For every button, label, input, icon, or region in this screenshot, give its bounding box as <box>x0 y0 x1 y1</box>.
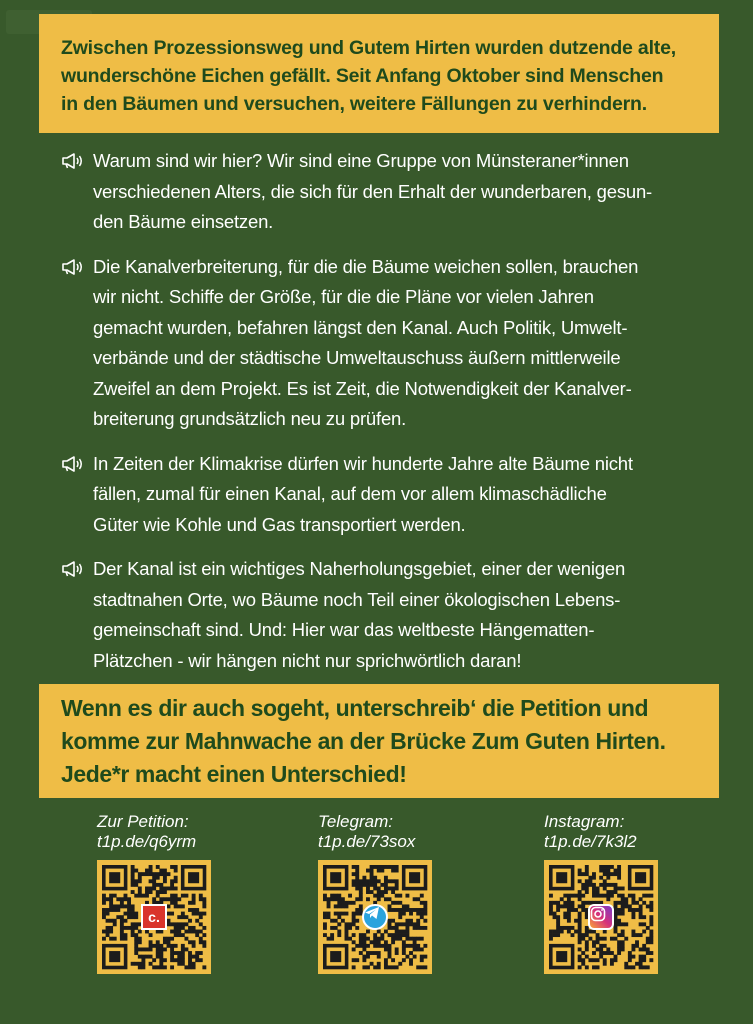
bullet-item <box>60 252 700 435</box>
cta-line: Jede*r macht einen Unterschied! <box>61 761 407 787</box>
bullet-item <box>60 449 700 541</box>
megaphone-icon <box>60 560 86 578</box>
bullet-line: Die Kanalverbreiterung, für die die Bäume weichen sollen, brauchen <box>93 255 639 277</box>
instagram-icon <box>588 904 614 930</box>
qr-label: Telegram: <box>318 812 393 831</box>
bullet-line: Warum sind wir hier? Wir sind eine Gruppe von Münsteraner*innen <box>93 150 629 171</box>
bullet-line: verschiedenen Alters, die sich für den Erhalt der wunderbaren, gesun- <box>93 180 653 202</box>
qr-label: Zur Petition: <box>97 812 189 831</box>
bullet-line: wir nicht. Schiffe der Größe, für die die Pläne vor vielen Jahren <box>93 286 594 307</box>
qr-block-instagram <box>544 812 658 974</box>
bullet-line: den Bäume einsetzen. <box>93 211 274 232</box>
qr-label: Instagram: <box>544 812 625 831</box>
intro-banner <box>39 14 719 133</box>
bullet-line: gemacht wurden, befahren längst den Kanal. Auch Politik, Umwelt- <box>93 316 628 338</box>
megaphone-icon <box>60 455 86 473</box>
qr-code-telegram[interactable] <box>318 860 432 974</box>
bullet-item <box>60 554 700 676</box>
bullet-line: verbände und der städtische Umweltauschuss äußern mittlerweile <box>93 347 621 368</box>
cta-line: Wenn es dir auch sogeht, unterschreib‘ die Petition und <box>61 695 649 721</box>
cta-line: komme zur Mahnwache an der Brücke Zum Guten Hirten. <box>61 728 666 754</box>
bullet-line: fällen, zumal für einen Kanal, auf dem vor allem klimaschädliche <box>93 483 607 504</box>
intro-line: Zwischen Prozessionsweg und Gutem Hirten wurden dutzende alte, <box>61 37 676 59</box>
qr-link[interactable]: t1p.de/73sox <box>318 832 416 851</box>
change-org-logo <box>141 904 167 930</box>
megaphone-icon <box>60 258 86 276</box>
call-to-action-banner <box>39 684 719 798</box>
change-org-logo-text: c. <box>148 909 160 925</box>
bullet-line: gemeinschaft sind. Und: Hier war das weltbeste Hängematten- <box>93 619 595 640</box>
intro-line: in den Bäumen und versuchen, weitere Fällungen zu verhindern. <box>61 93 647 115</box>
bullet-line: In Zeiten der Klimakrise dürfen wir hunderte Jahre alte Bäume nicht <box>93 452 633 474</box>
qr-code-instagram[interactable] <box>544 860 658 974</box>
bullet-item <box>60 146 700 238</box>
qr-block-petition <box>97 812 211 974</box>
megaphone-icon <box>60 152 86 170</box>
qr-link[interactable]: t1p.de/7k3l2 <box>544 832 637 851</box>
qr-link[interactable]: t1p.de/q6yrm <box>97 832 197 851</box>
bullet-line: breiterung grundsätzlich neu zu prüfen. <box>93 408 407 429</box>
telegram-icon <box>362 904 388 930</box>
bullet-line: Plätzchen - wir hängen nicht nur sprichwörtlich daran! <box>93 649 522 671</box>
bullet-line: stadtnahen Orte, wo Bäume noch Teil einer ökologischen Lebens- <box>93 588 621 610</box>
intro-line: wunderschöne Eichen gefällt. Seit Anfang Oktober sind Menschen <box>61 65 664 87</box>
qr-block-telegram <box>318 812 432 974</box>
bullet-list <box>60 146 700 676</box>
qr-code-petition[interactable] <box>97 860 211 974</box>
bullet-line: Zweifel an dem Projekt. Es ist Zeit, die Notwendigkeit der Kanalver- <box>93 377 632 399</box>
bullet-line: Güter wie Kohle und Gas transportiert werden. <box>93 513 466 535</box>
bullet-line: Der Kanal ist ein wichtiges Naherholungsgebiet, einer der wenigen <box>93 558 626 579</box>
